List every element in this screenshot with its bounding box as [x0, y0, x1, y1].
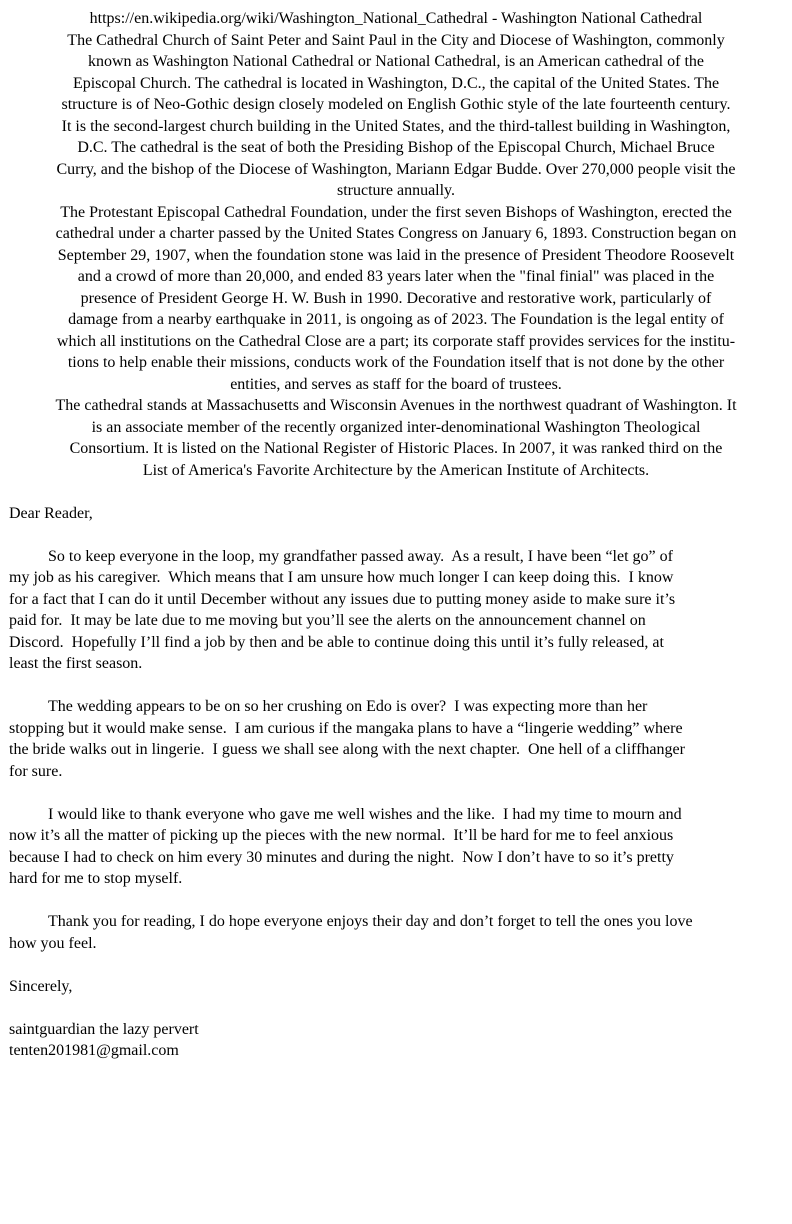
letter-paragraph-3: [9, 804, 783, 890]
blank-line: [9, 890, 783, 912]
wiki-paragraph-1: [9, 30, 783, 202]
letter-paragraph-line: hard for me to stop myself.: [9, 870, 183, 887]
blank-line: [9, 954, 783, 976]
closing: Sincerely,: [9, 977, 73, 995]
wiki-article-line: damage from a nearby earthquake in 2011, is ongoing as of 2023. The Foundation is the legal entity of: [68, 311, 724, 328]
letter-paragraph-line: now it’s all the matter of picking up the pieces with the new normal. It’ll be hard for me to feel anxious: [9, 827, 674, 844]
letter-paragraph-line: how you feel.: [9, 934, 97, 952]
wiki-article-line: Episcopal Church. The cathedral is located in Washington, D.C., the capital of the United States. The: [72, 74, 720, 92]
letter-paragraph-line: stopping but it would make sense. I am curious if the mangaka plans to have a “lingerie wedding” where: [9, 719, 683, 737]
wiki-article-line: The Protestant Episcopal Cathedral Foundation, under the first seven Bishops of Washington, erected the: [60, 203, 732, 221]
letter-paragraph-line: So to keep everyone in the loop, my grandfather passed away. As a result, I have been “let go” of: [48, 547, 673, 565]
wiki-paragraph-2: [9, 202, 783, 396]
wiki-article-line: entities, and serves as staff for the board of trustees.: [230, 375, 562, 393]
letter-paragraph-line: Discord. Hopefully I’ll find a job by then and be able to continue doing this until it’s fully released, at: [9, 633, 664, 651]
blank-line: [9, 997, 783, 1019]
blank-line: [9, 782, 783, 804]
wiki-article-line: presence of President George H. W. Bush in 1990. Decorative and restorative work, particularly of: [80, 289, 712, 307]
letter-paragraph-line: least the first season.: [9, 655, 143, 672]
letter: [9, 503, 783, 1062]
wiki-article-line: Curry, and the bishop of the Diocese of Washington, Mariann Edgar Budde. Over 270,000 people visit the: [56, 160, 736, 178]
wiki-article-line: tions to help enable their missions, conducts work of the Foundation itself that is not done by the other: [67, 354, 725, 371]
letter-paragraph-line: The wedding appears to be on so her crushing on Edo is over? I was expecting more than her: [48, 698, 648, 715]
wiki-article-line: D.C. The cathedral is the seat of both the Presiding Bishop of the Episcopal Church, Michael Bruce: [77, 139, 715, 156]
wiki-article-line: cathedral under a charter passed by the United States Congress on January 6, 1893. Construction began on: [55, 225, 737, 242]
letter-paragraph-line: because I had to check on him every 30 minutes and during the night. Now I don’t have to so it’s pretty: [9, 848, 674, 866]
wiki-article-line: Consortium. It is listed on the National Register of Historic Places. In 2007, it was ranked third on the: [69, 440, 723, 457]
letter-paragraph-4: [9, 911, 783, 954]
blank-line: [9, 524, 783, 546]
wiki-article: [9, 8, 783, 481]
wiki-article-line: September 29, 1907, when the foundation stone was laid in the presence of President Theodore Roosevelt: [57, 246, 735, 264]
wiki-article-line: The cathedral stands at Massachusetts and Wisconsin Avenues in the northwest quadrant of Washington. It: [55, 397, 737, 414]
wiki-source-line: https://en.wikipedia.org/wiki/Washington_National_Cathedral - Washington National Cathedral: [89, 10, 703, 27]
wiki-article-line: known as Washington National Cathedral or National Cathedral, is an American cathedral of the: [87, 53, 704, 70]
letter-paragraph-1: [9, 546, 783, 675]
wiki-article-line: and a crowd of more than 20,000, and ended 83 years later when the "final finial" was placed in the: [77, 268, 715, 285]
signature: [9, 1019, 783, 1062]
letter-paragraph-line: paid for. It may be late due to me moving but you’ll see the alerts on the announcement channel on: [9, 612, 646, 629]
letter-paragraph-line: for a fact that I can do it until December without any issues due to putting money aside to make sure it’s: [9, 590, 676, 608]
letter-paragraph-line: the bride walks out in lingerie. I guess we shall see along with the next chapter. One hell of a cliffhanger: [9, 741, 685, 758]
wiki-article-line: The Cathedral Church of Saint Peter and Saint Paul in the City and Diocese of Washington, commonly: [67, 31, 725, 49]
wiki-article-line: structure is of Neo-Gothic design closely modeled on English Gothic style of the late fourteenth century.: [61, 96, 731, 113]
letter-paragraph-2: [9, 696, 783, 782]
wiki-article-line: is an associate member of the recently organized inter-denominational Washington Theological: [91, 418, 701, 436]
blank-line: [9, 675, 783, 697]
letter-paragraph-line: Thank you for reading, I do hope everyone enjoys their day and don’t forget to tell the ones you love: [48, 913, 693, 930]
letter-paragraph-line: for sure.: [9, 762, 63, 780]
salutation: Dear Reader,: [9, 504, 93, 522]
letter-paragraph-line: my job as his caregiver. Which means that I am unsure how much longer I can keep doing this. I know: [9, 569, 674, 586]
letter-paragraph-line: I would like to thank everyone who gave me well wishes and the like. I had my time to mourn and: [48, 805, 682, 823]
wiki-paragraph-3: [9, 395, 783, 481]
signature-email: tenten201981@gmail.com: [9, 1042, 179, 1059]
wiki-article-line: List of America's Favorite Architecture by the American Institute of Architects.: [142, 461, 650, 479]
wiki-article-line: which all institutions on the Cathedral Close are a part; its corporate staff provides services for the institu-: [56, 332, 736, 350]
wiki-article-line: structure annually.: [336, 182, 456, 199]
blank-line: [9, 481, 783, 503]
signature-name: saintguardian the lazy pervert: [9, 1020, 199, 1038]
wiki-article-line: It is the second-largest church building in the United States, and the third-tallest building in Washington,: [61, 117, 731, 135]
